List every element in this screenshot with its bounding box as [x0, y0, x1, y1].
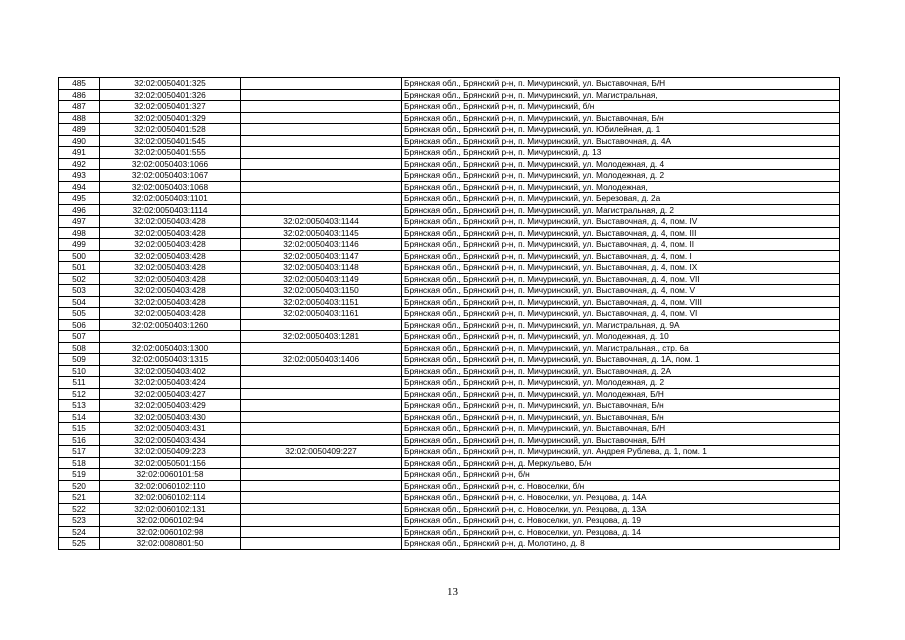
address-cell: Брянская обл., Брянский р-н, п. Мичуринский, б/н: [402, 101, 840, 113]
cadastral-number-cell: 32:02:0050403:429: [100, 400, 241, 412]
address-cell: Брянская обл., Брянский р-н, п. Мичуринский, ул. Выставочная, Б/н: [402, 400, 840, 412]
sub-cadastral-number-cell: [241, 480, 402, 492]
sub-cadastral-number-cell: [241, 434, 402, 446]
cadastral-number-cell: 32:02:0060102:114: [100, 492, 241, 504]
table-row: [59, 400, 840, 412]
sub-cadastral-number-cell: [241, 193, 402, 205]
sub-cadastral-number-cell: [241, 377, 402, 389]
table-row: [59, 78, 840, 90]
address-cell: Брянская обл., Брянский р-н, п. Мичуринский, ул. Магистральная, д. 9А: [402, 319, 840, 331]
table-row: [59, 239, 840, 251]
cadastral-number-cell: 32:02:0050403:428: [100, 262, 241, 274]
address-cell: Брянская обл., Брянский р-н, п. Мичуринский, ул. Выставочная, д. 1А, пом. 1: [402, 354, 840, 366]
cadastral-number-cell: 32:02:0050403:434: [100, 434, 241, 446]
table-row: [59, 170, 840, 182]
sub-cadastral-number-cell: [241, 101, 402, 113]
cadastral-number-cell: 32:02:0060102:110: [100, 480, 241, 492]
table-row: [59, 434, 840, 446]
sub-cadastral-number-cell: 32:02:0050403:1146: [241, 239, 402, 251]
sub-cadastral-number-cell: 32:02:0050403:1148: [241, 262, 402, 274]
table-row: [59, 124, 840, 136]
sub-cadastral-number-cell: [241, 538, 402, 550]
table-row: [59, 446, 840, 458]
table-row: [59, 354, 840, 366]
sub-cadastral-number-cell: [241, 469, 402, 481]
table-row: [59, 457, 840, 469]
address-cell: Брянская обл., Брянский р-н, п. Мичуринский, ул. Молодежная, д. 4: [402, 158, 840, 170]
sub-cadastral-number-cell: [241, 78, 402, 90]
address-cell: Брянская обл., Брянский р-н, п. Мичуринский, ул. Выставочная, д. 4, пом. VIII: [402, 296, 840, 308]
cadastral-number-cell: 32:02:0050401:329: [100, 112, 241, 124]
table-row: [59, 331, 840, 343]
address-cell: Брянская обл., Брянский р-н, п. Мичуринский, ул. Выставочная, д. 4А: [402, 135, 840, 147]
cadastral-number-cell: 32:02:0050403:428: [100, 273, 241, 285]
sub-cadastral-number-cell: [241, 342, 402, 354]
cadastral-number-cell: 32:02:0050501:156: [100, 457, 241, 469]
table-row: [59, 503, 840, 515]
sub-cadastral-number-cell: [241, 503, 402, 515]
sub-cadastral-number-cell: [241, 170, 402, 182]
row-number-cell: 493: [59, 170, 100, 182]
row-number-cell: 507: [59, 331, 100, 343]
sub-cadastral-number-cell: [241, 181, 402, 193]
table-row: [59, 319, 840, 331]
sub-cadastral-number-cell: [241, 400, 402, 412]
sub-cadastral-number-cell: [241, 204, 402, 216]
row-number-cell: 492: [59, 158, 100, 170]
table-row: [59, 101, 840, 113]
table-row: [59, 262, 840, 274]
address-cell: Брянская обл., Брянский р-н, п. Мичуринский, ул. Выставочная, д. 4, пом. II: [402, 239, 840, 251]
row-number-cell: 511: [59, 377, 100, 389]
table-row: [59, 273, 840, 285]
sub-cadastral-number-cell: 32:02:0050403:1281: [241, 331, 402, 343]
address-cell: Брянская обл., Брянский р-н, п. Мичуринский, ул. Андрея Рублева, д. 1, пом. 1: [402, 446, 840, 458]
cadastral-number-cell: 32:02:0050401:545: [100, 135, 241, 147]
row-number-cell: 502: [59, 273, 100, 285]
address-cell: Брянская обл., Брянский р-н, п. Мичуринский, ул. Выставочная, Б/Н: [402, 423, 840, 435]
address-cell: Брянская обл., Брянский р-н, п. Мичуринский, ул. Выставочная, д. 2А: [402, 365, 840, 377]
cadastral-number-cell: 32:02:0050403:430: [100, 411, 241, 423]
cadastral-number-cell: 32:02:0050403:1066: [100, 158, 241, 170]
row-number-cell: 486: [59, 89, 100, 101]
sub-cadastral-number-cell: 32:02:0050409:227: [241, 446, 402, 458]
row-number-cell: 516: [59, 434, 100, 446]
cadastral-number-cell: 32:02:0080801:50: [100, 538, 241, 550]
row-number-cell: 497: [59, 216, 100, 228]
cadastral-number-cell: 32:02:0050401:555: [100, 147, 241, 159]
cadastral-number-cell: 32:02:0050403:428: [100, 239, 241, 251]
cadastral-number-cell: 32:02:0050403:428: [100, 285, 241, 297]
table-row: [59, 469, 840, 481]
cadastral-number-cell: 32:02:0050403:428: [100, 308, 241, 320]
row-number-cell: 510: [59, 365, 100, 377]
address-cell: Брянская обл., Брянский р-н, д. Меркульево, Б/н: [402, 457, 840, 469]
address-cell: Брянская обл., Брянский р-н, п. Мичуринский, ул. Юбилейная, д. 1: [402, 124, 840, 136]
row-number-cell: 517: [59, 446, 100, 458]
row-number-cell: 487: [59, 101, 100, 113]
cadastral-number-cell: 32:02:0050403:424: [100, 377, 241, 389]
cadastral-number-cell: 32:02:0050403:402: [100, 365, 241, 377]
row-number-cell: 524: [59, 526, 100, 538]
address-cell: Брянская обл., Брянский р-н, с. Новоселки, ул. Резцова, д. 13А: [402, 503, 840, 515]
row-number-cell: 520: [59, 480, 100, 492]
sub-cadastral-number-cell: 32:02:0050403:1145: [241, 227, 402, 239]
table-row: [59, 112, 840, 124]
cadastral-number-cell: 32:02:0050403:428: [100, 296, 241, 308]
table-row: [59, 216, 840, 228]
sub-cadastral-number-cell: 32:02:0050403:1161: [241, 308, 402, 320]
row-number-cell: 495: [59, 193, 100, 205]
address-cell: Брянская обл., Брянский р-н, д. Молотино, д. 8: [402, 538, 840, 550]
table-row: [59, 411, 840, 423]
address-cell: Брянская обл., Брянский р-н, п. Мичуринский, ул. Выставочная, д. 4, пом. VI: [402, 308, 840, 320]
address-cell: Брянская обл., Брянский р-н, п. Мичуринский, ул. Магистральная,: [402, 89, 840, 101]
row-number-cell: 512: [59, 388, 100, 400]
address-cell: Брянская обл., Брянский р-н, п. Мичуринский, ул. Молодежная, д. 10: [402, 331, 840, 343]
table-row: [59, 158, 840, 170]
address-cell: Брянская обл., Брянский р-н, п. Мичуринский, ул. Выставочная, д. 4, пом. III: [402, 227, 840, 239]
table-row: [59, 147, 840, 159]
cadastral-number-cell: 32:02:0050403:1300: [100, 342, 241, 354]
sub-cadastral-number-cell: 32:02:0050403:1406: [241, 354, 402, 366]
cadastral-number-cell: 32:02:0050403:1101: [100, 193, 241, 205]
sub-cadastral-number-cell: [241, 526, 402, 538]
row-number-cell: 513: [59, 400, 100, 412]
row-number-cell: 508: [59, 342, 100, 354]
cadastral-number-cell: 32:02:0060102:98: [100, 526, 241, 538]
address-cell: Брянская обл., Брянский р-н, п. Мичуринский, ул. Молодежная,: [402, 181, 840, 193]
cadastral-number-cell: [100, 331, 241, 343]
sub-cadastral-number-cell: [241, 135, 402, 147]
row-number-cell: 514: [59, 411, 100, 423]
cadastral-number-cell: 32:02:0060102:131: [100, 503, 241, 515]
address-cell: Брянская обл., Брянский р-н, п. Мичуринский, д. 13: [402, 147, 840, 159]
address-cell: Брянская обл., Брянский р-н, с. Новоселки, ул. Резцова, д. 14: [402, 526, 840, 538]
cadastral-number-cell: 32:02:0050403:1067: [100, 170, 241, 182]
table-row: [59, 193, 840, 205]
sub-cadastral-number-cell: 32:02:0050403:1147: [241, 250, 402, 262]
sub-cadastral-number-cell: [241, 147, 402, 159]
sub-cadastral-number-cell: [241, 365, 402, 377]
address-cell: Брянская обл., Брянский р-н, с. Новоселки, б/н: [402, 480, 840, 492]
address-cell: Брянская обл., Брянский р-н, п. Мичуринский, ул. Выставочная, д. 4, пом. IV: [402, 216, 840, 228]
address-cell: Брянская обл., Брянский р-н, п. Мичуринский, ул. Выставочная, Б/Н: [402, 434, 840, 446]
cadastral-number-cell: 32:02:0050401:326: [100, 89, 241, 101]
row-number-cell: 504: [59, 296, 100, 308]
sub-cadastral-number-cell: 32:02:0050403:1150: [241, 285, 402, 297]
table-row: [59, 285, 840, 297]
sub-cadastral-number-cell: [241, 515, 402, 527]
table-row: [59, 89, 840, 101]
sub-cadastral-number-cell: [241, 423, 402, 435]
row-number-cell: 500: [59, 250, 100, 262]
cadastral-number-cell: 32:02:0050403:1114: [100, 204, 241, 216]
address-cell: Брянская обл., Брянский р-н, п. Мичуринский, ул. Выставочная, Б/н: [402, 411, 840, 423]
address-cell: Брянская обл., Брянский р-н, п. Мичуринский, ул. Магистральная., стр. 6а: [402, 342, 840, 354]
table-row: [59, 227, 840, 239]
address-cell: Брянская обл., Брянский р-н, п. Мичуринский, ул. Выставочная, Б/н: [402, 112, 840, 124]
table-row: [59, 388, 840, 400]
row-number-cell: 521: [59, 492, 100, 504]
cadastral-number-cell: 32:02:0050403:428: [100, 227, 241, 239]
table-row: [59, 515, 840, 527]
cadastral-number-cell: 32:02:0050403:428: [100, 250, 241, 262]
cadastral-number-cell: 32:02:0050403:428: [100, 216, 241, 228]
table-row: [59, 480, 840, 492]
row-number-cell: 485: [59, 78, 100, 90]
sub-cadastral-number-cell: [241, 457, 402, 469]
cadastral-number-cell: 32:02:0050403:427: [100, 388, 241, 400]
row-number-cell: 522: [59, 503, 100, 515]
row-number-cell: 503: [59, 285, 100, 297]
sub-cadastral-number-cell: 32:02:0050403:1149: [241, 273, 402, 285]
table-row: [59, 204, 840, 216]
sub-cadastral-number-cell: [241, 124, 402, 136]
table-row: [59, 423, 840, 435]
cadastral-number-cell: 32:02:0060101:58: [100, 469, 241, 481]
row-number-cell: 518: [59, 457, 100, 469]
cadastral-number-cell: 32:02:0050401:327: [100, 101, 241, 113]
address-cell: Брянская обл., Брянский р-н, п. Мичуринский, ул. Магистральная, д. 2: [402, 204, 840, 216]
row-number-cell: 525: [59, 538, 100, 550]
address-cell: Брянская обл., Брянский р-н, п. Мичуринский, ул. Выставочная, д. 4, пом. VII: [402, 273, 840, 285]
table-row: [59, 181, 840, 193]
table-row: [59, 538, 840, 550]
address-cell: Брянская обл., Брянский р-н, б/н: [402, 469, 840, 481]
sub-cadastral-number-cell: [241, 158, 402, 170]
table-row: [59, 135, 840, 147]
cadastral-number-cell: 32:02:0050409:223: [100, 446, 241, 458]
address-cell: Брянская обл., Брянский р-н, п. Мичуринский, ул. Молодежная, д. 2: [402, 377, 840, 389]
cadastral-number-cell: 32:02:0050403:431: [100, 423, 241, 435]
cadastral-number-cell: 32:02:0050403:1068: [100, 181, 241, 193]
row-number-cell: 496: [59, 204, 100, 216]
address-cell: Брянская обл., Брянский р-н, п. Мичуринский, ул. Молодежная, д. 2: [402, 170, 840, 182]
address-cell: Брянская обл., Брянский р-н, п. Мичуринский, ул. Выставочная, д. 4, пом. I: [402, 250, 840, 262]
row-number-cell: 494: [59, 181, 100, 193]
cadastral-number-cell: 32:02:0060102:94: [100, 515, 241, 527]
sub-cadastral-number-cell: [241, 492, 402, 504]
row-number-cell: 506: [59, 319, 100, 331]
row-number-cell: 509: [59, 354, 100, 366]
row-number-cell: 515: [59, 423, 100, 435]
address-cell: Брянская обл., Брянский р-н, п. Мичуринский, ул. Выставочная, д. 4, пом. V: [402, 285, 840, 297]
property-registry-table: [58, 77, 840, 550]
table-row: [59, 377, 840, 389]
row-number-cell: 498: [59, 227, 100, 239]
address-cell: Брянская обл., Брянский р-н, п. Мичуринский, ул. Березовая, д. 2а: [402, 193, 840, 205]
cadastral-number-cell: 32:02:0050401:325: [100, 78, 241, 90]
sub-cadastral-number-cell: [241, 112, 402, 124]
sub-cadastral-number-cell: [241, 411, 402, 423]
address-cell: Брянская обл., Брянский р-н, п. Мичуринский, ул. Молодежная, Б/Н: [402, 388, 840, 400]
sub-cadastral-number-cell: [241, 319, 402, 331]
table-row: [59, 526, 840, 538]
row-number-cell: 505: [59, 308, 100, 320]
row-number-cell: 488: [59, 112, 100, 124]
row-number-cell: 501: [59, 262, 100, 274]
registry-table-body: [59, 78, 840, 550]
cadastral-number-cell: 32:02:0050403:1315: [100, 354, 241, 366]
sub-cadastral-number-cell: 32:02:0050403:1144: [241, 216, 402, 228]
row-number-cell: 523: [59, 515, 100, 527]
address-cell: Брянская обл., Брянский р-н, с. Новоселки, ул. Резцова, д. 14А: [402, 492, 840, 504]
cadastral-number-cell: 32:02:0050403:1260: [100, 319, 241, 331]
address-cell: Брянская обл., Брянский р-н, с. Новоселки, ул. Резцова, д. 19: [402, 515, 840, 527]
table-row: [59, 250, 840, 262]
table-row: [59, 308, 840, 320]
row-number-cell: 490: [59, 135, 100, 147]
address-cell: Брянская обл., Брянский р-н, п. Мичуринский, ул. Выставочная, Б/Н: [402, 78, 840, 90]
table-row: [59, 492, 840, 504]
table-row: [59, 296, 840, 308]
table-row: [59, 342, 840, 354]
row-number-cell: 519: [59, 469, 100, 481]
sub-cadastral-number-cell: 32:02:0050403:1151: [241, 296, 402, 308]
table-row: [59, 365, 840, 377]
row-number-cell: 491: [59, 147, 100, 159]
row-number-cell: 499: [59, 239, 100, 251]
page-number: 13: [447, 586, 458, 598]
row-number-cell: 489: [59, 124, 100, 136]
address-cell: Брянская обл., Брянский р-н, п. Мичуринский, ул. Выставочная, д. 4, пом. IX: [402, 262, 840, 274]
sub-cadastral-number-cell: [241, 388, 402, 400]
sub-cadastral-number-cell: [241, 89, 402, 101]
cadastral-number-cell: 32:02:0050401:528: [100, 124, 241, 136]
